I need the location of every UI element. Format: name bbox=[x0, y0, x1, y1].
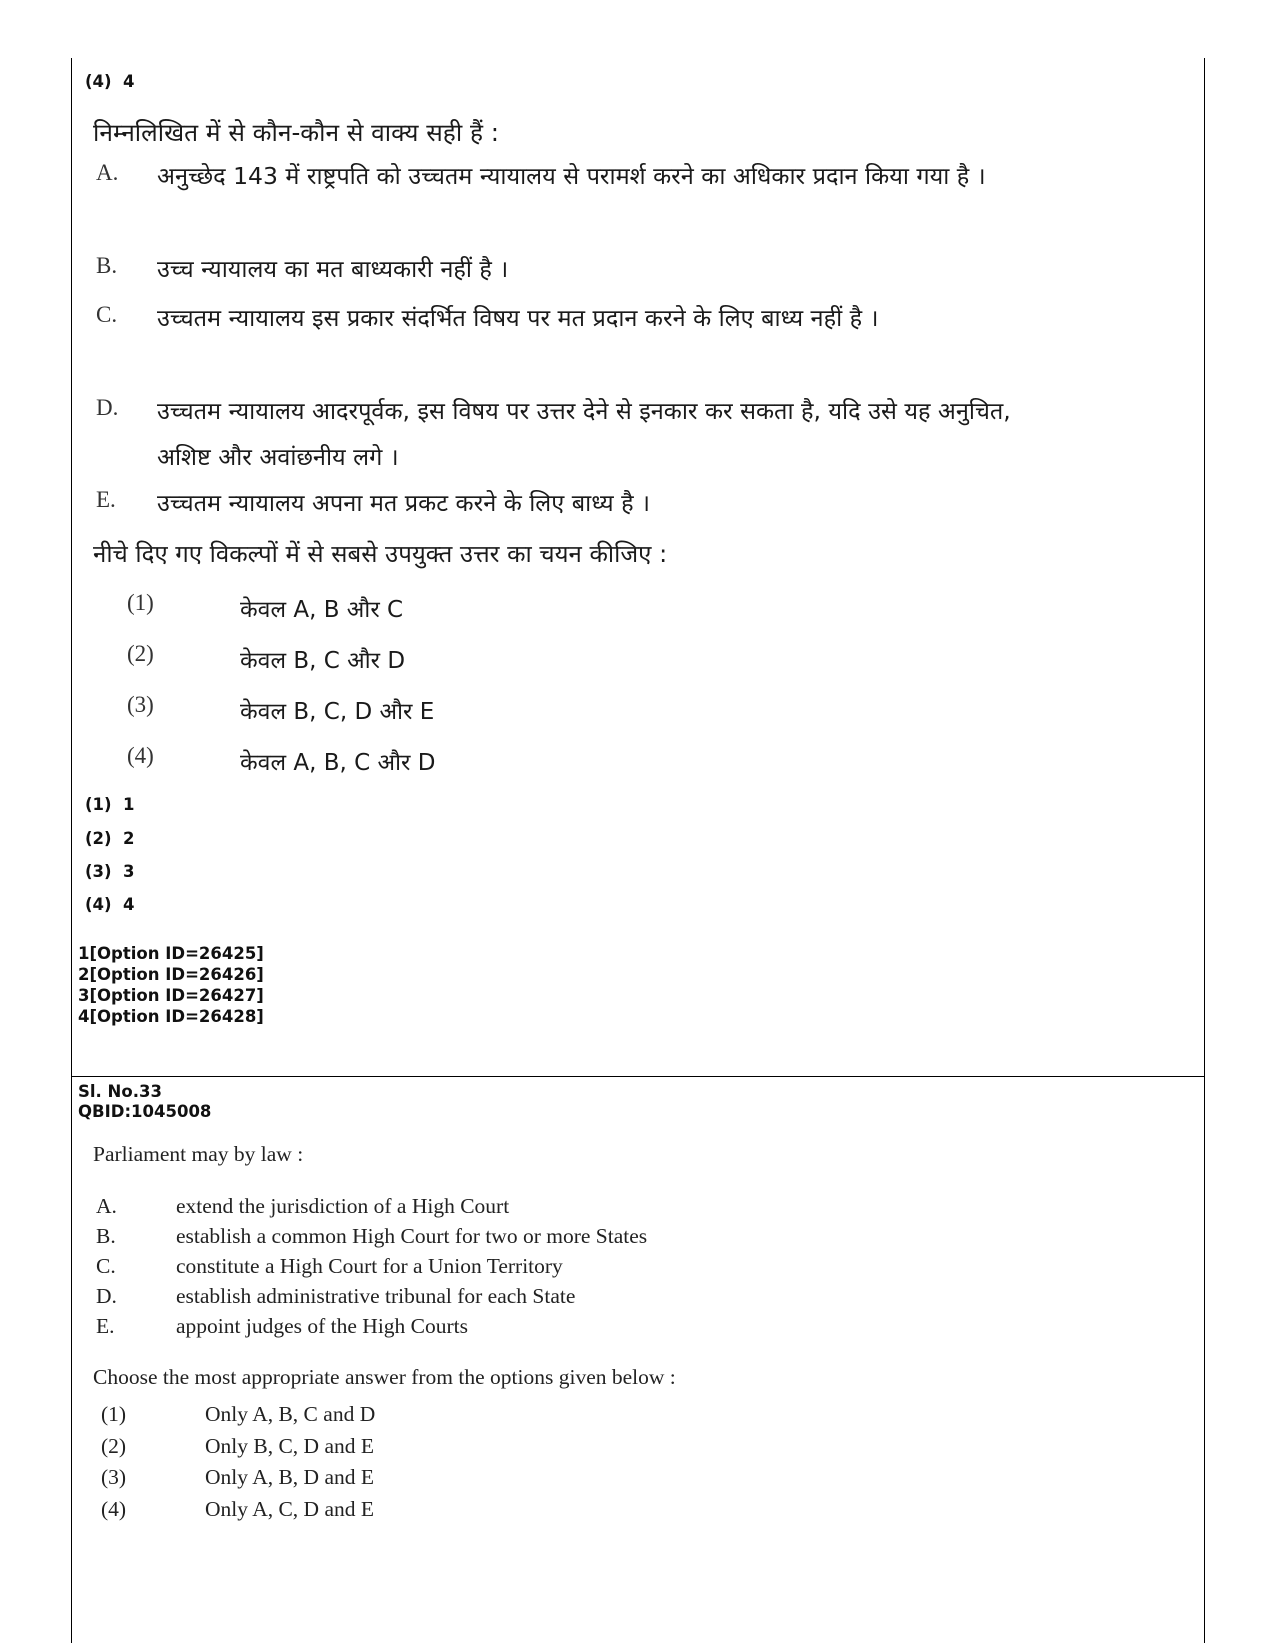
answer-choice: (3) 3 bbox=[85, 862, 135, 881]
option-text: Only A, B, C and D bbox=[205, 1402, 376, 1426]
statement-text: appoint judges of the High Courts bbox=[176, 1314, 469, 1338]
option-number: (3) bbox=[127, 692, 154, 717]
option-id: 4[Option ID=26428] bbox=[78, 1007, 264, 1026]
question-divider bbox=[71, 1076, 1205, 1077]
option-text: केवल A, B, C और D bbox=[240, 750, 436, 776]
statement-letter: D. bbox=[96, 395, 119, 420]
serial-number: Sl. No.33 bbox=[78, 1082, 162, 1101]
option-number: (4) bbox=[101, 1497, 127, 1521]
answer-choice: (4) 4 bbox=[85, 895, 135, 914]
option-number: (2) bbox=[127, 641, 154, 666]
statement-letter: E. bbox=[96, 487, 116, 512]
statement-text: establish administrative tribunal for each State bbox=[176, 1284, 576, 1308]
option-number: (3) bbox=[101, 1465, 127, 1489]
option-id: 2[Option ID=26426] bbox=[78, 965, 264, 984]
left-border bbox=[71, 58, 72, 1643]
statement-text: उच्चतम न्यायालय आदरपूर्वक, इस विषय पर उत्तर देने से इनकार कर सकता है, यदि उसे यह अनुचित, अशिष्ट और अवांछनीय लगे । bbox=[157, 397, 1011, 471]
answer-choice: (2) 2 bbox=[85, 829, 135, 848]
top-option: (4) 4 bbox=[85, 72, 135, 91]
option-number: (1) bbox=[101, 1402, 127, 1426]
option-text: Only A, C, D and E bbox=[205, 1497, 375, 1521]
statement-text: उच्च न्यायालय का मत बाध्यकारी नहीं है । bbox=[157, 255, 509, 283]
statement-letter: A. bbox=[96, 160, 119, 185]
option-text: केवल B, C और D bbox=[240, 648, 406, 674]
statement-letter: C. bbox=[96, 302, 118, 327]
hindi-prompt: नीचे दिए गए विकल्पों में से सबसे उपयुक्त उत्तर का चयन कीजिए : bbox=[93, 540, 668, 568]
option-number: (1) bbox=[127, 590, 154, 615]
option-id: 1[Option ID=26425] bbox=[78, 944, 264, 963]
statement-letter: D. bbox=[96, 1284, 117, 1308]
english-prompt: Choose the most appropriate answer from the options given below : bbox=[93, 1365, 676, 1389]
right-border bbox=[1204, 58, 1205, 1643]
option-number: (2) bbox=[101, 1434, 127, 1458]
option-text: केवल B, C, D और E bbox=[240, 699, 435, 725]
statement-text: अनुच्छेद 143 में राष्ट्रपति को उच्चतम न्यायालय से परामर्श करने का अधिकार प्रदान किया गया है । bbox=[157, 162, 986, 190]
statement-letter: A. bbox=[96, 1194, 117, 1218]
statement-text: उच्चतम न्यायालय अपना मत प्रकट करने के लिए बाध्य है । bbox=[157, 489, 650, 517]
statement-letter: E. bbox=[96, 1314, 115, 1338]
answer-choice: (1) 1 bbox=[85, 795, 135, 814]
option-text: Only B, C, D and E bbox=[205, 1434, 375, 1458]
question-bank-id: QBID:1045008 bbox=[78, 1102, 212, 1121]
statement-text: उच्चतम न्यायालय इस प्रकार संदर्भित विषय पर मत प्रदान करने के लिए बाध्य नहीं है । bbox=[157, 304, 879, 332]
statement-letter: B. bbox=[96, 1224, 116, 1248]
english-intro: Parliament may by law : bbox=[93, 1142, 304, 1166]
statement-text: extend the jurisdiction of a High Court bbox=[176, 1194, 510, 1218]
option-text: केवल A, B और C bbox=[240, 597, 404, 623]
statement-letter: B. bbox=[96, 253, 118, 278]
statement-text: constitute a High Court for a Union Territory bbox=[176, 1254, 563, 1278]
option-id: 3[Option ID=26427] bbox=[78, 986, 264, 1005]
hindi-intro: निम्नलिखित में से कौन-कौन से वाक्य सही हैं : bbox=[93, 118, 500, 147]
option-text: Only A, B, D and E bbox=[205, 1465, 375, 1489]
statement-text: establish a common High Court for two or more States bbox=[176, 1224, 648, 1248]
statement-letter: C. bbox=[96, 1254, 116, 1278]
option-number: (4) bbox=[127, 743, 154, 768]
